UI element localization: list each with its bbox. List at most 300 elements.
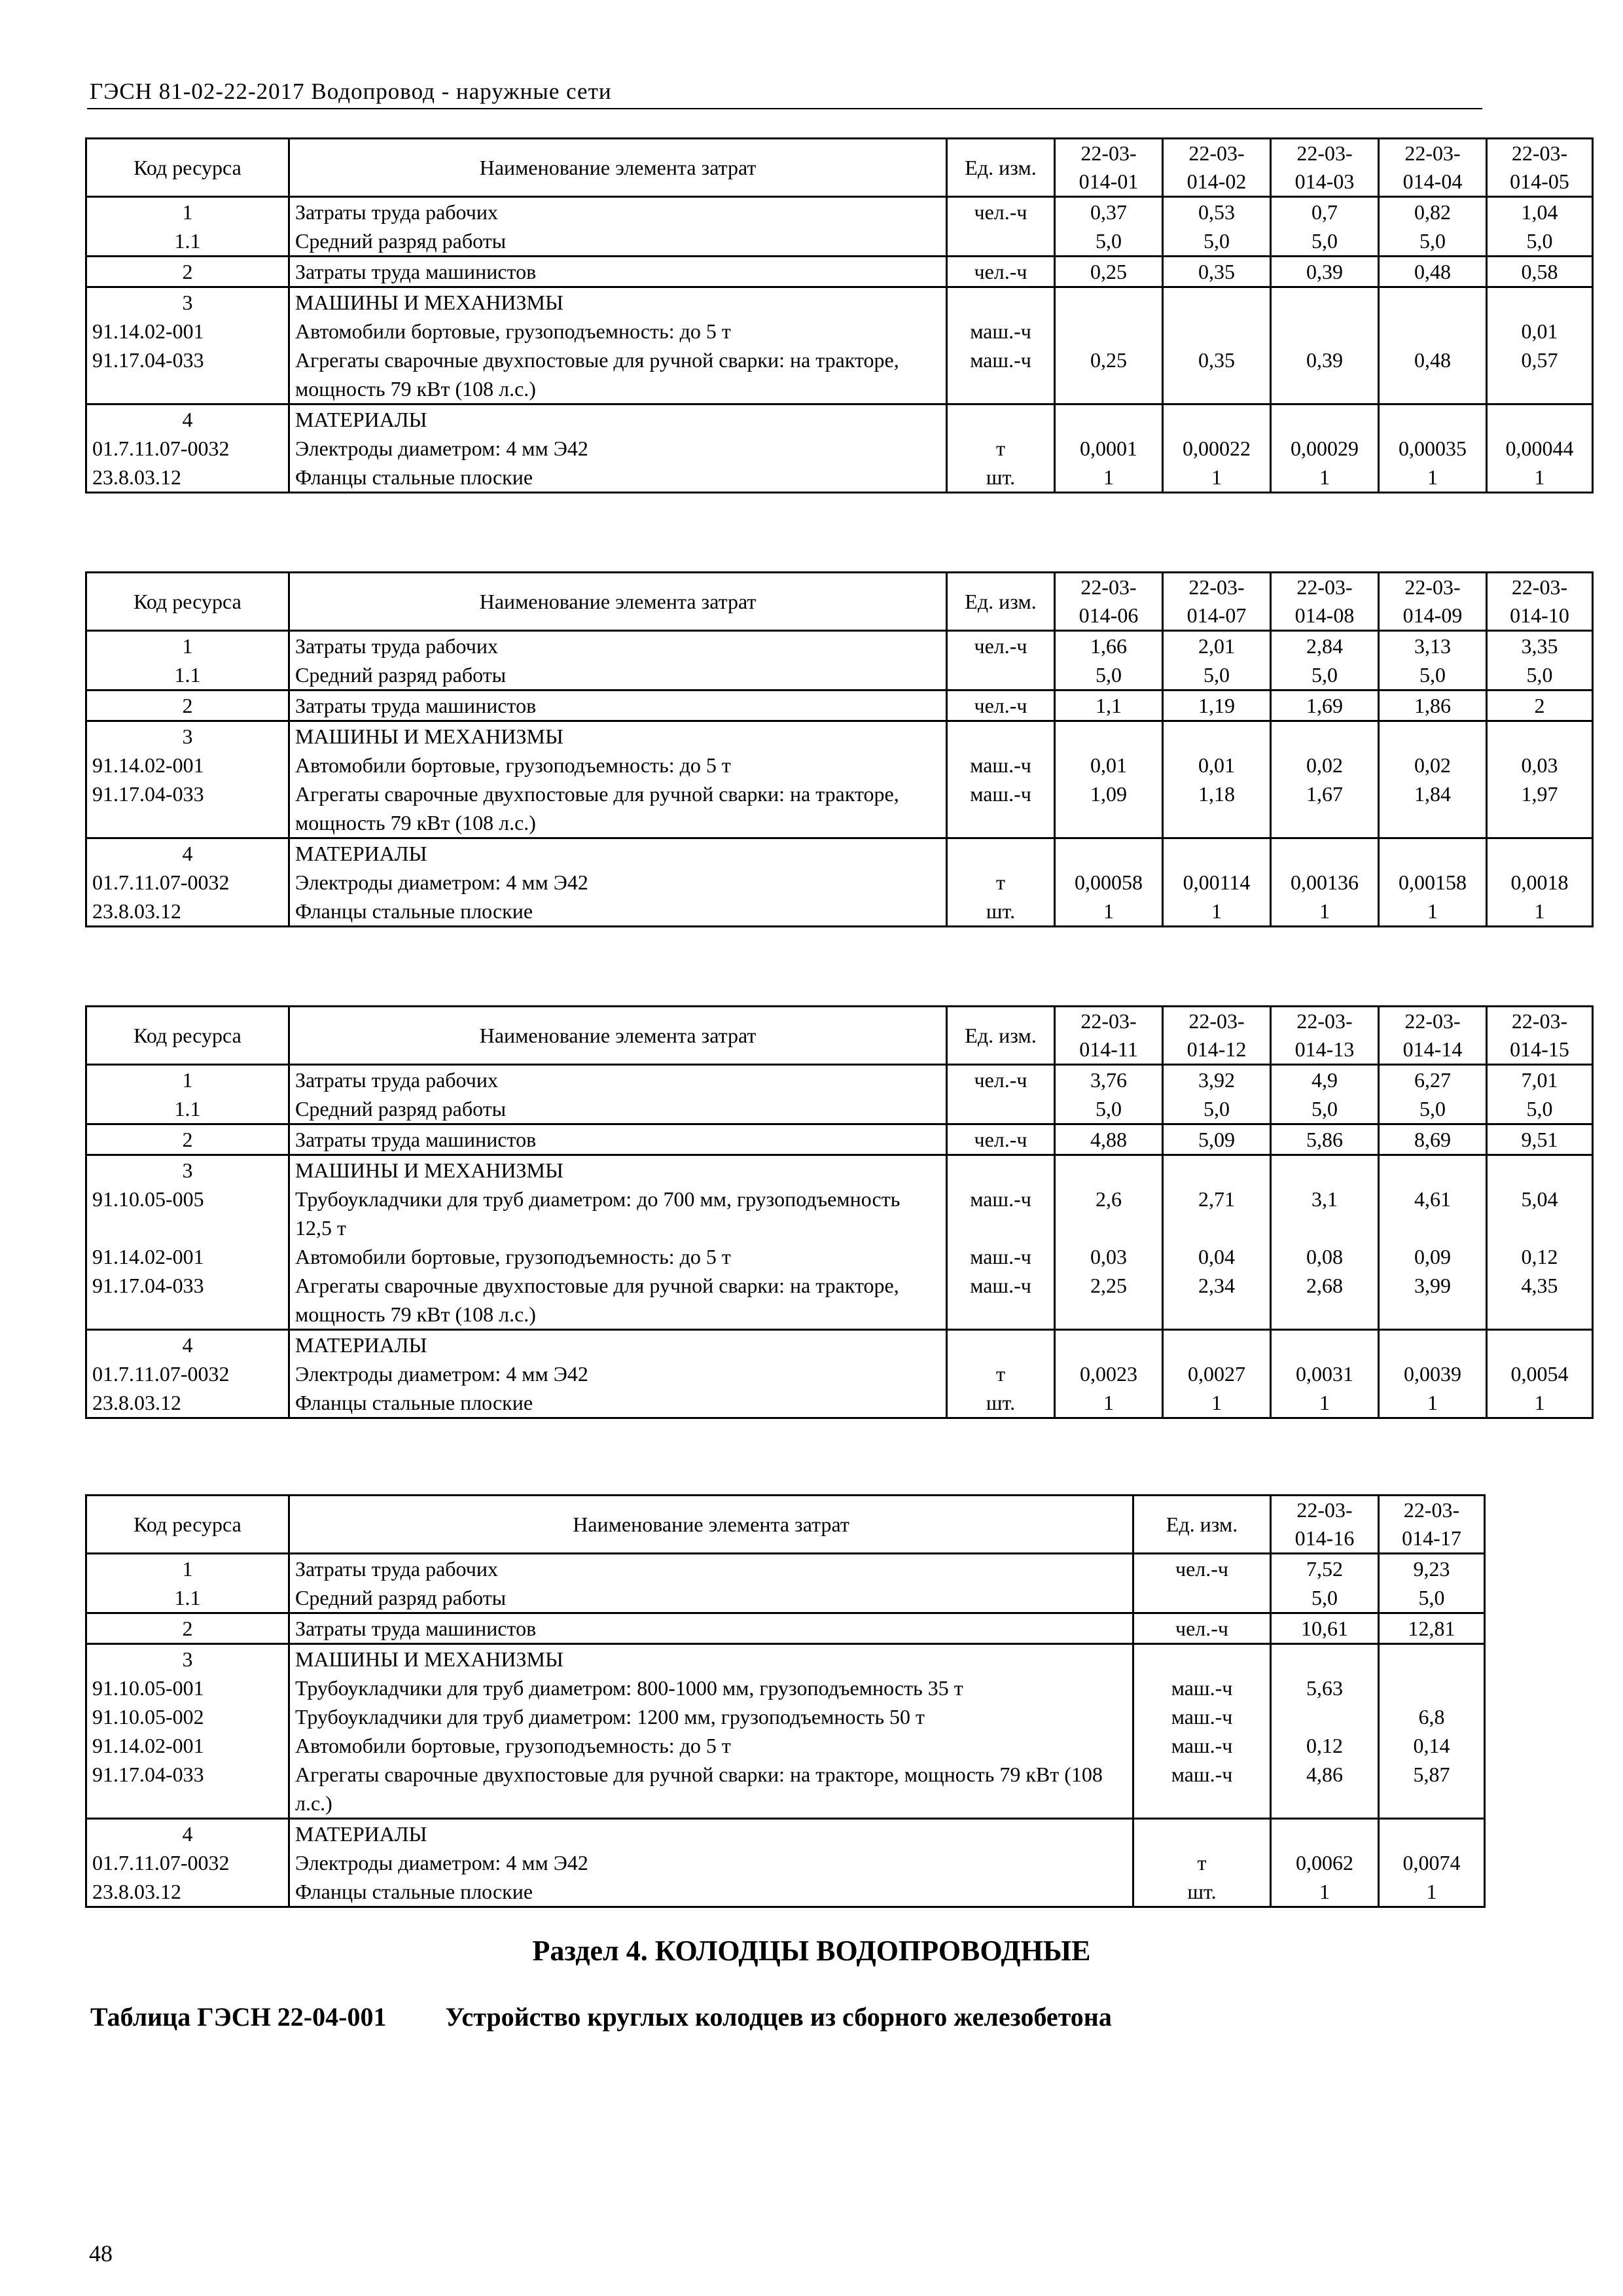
column-header-name: Наименование элемента затрат [289,1496,1133,1554]
resource-code-cell: 91.14.02-001 [86,1731,289,1760]
norm-code-line: 014-03 [1294,170,1355,193]
norm-code-line: 22-03- [1296,141,1353,165]
table-row [86,1731,1485,1760]
value-cell: 0,03 [1487,751,1593,780]
norm-code-line: 014-16 [1294,1526,1355,1550]
value-cell: 0,00044 [1487,434,1593,463]
resource-name-cell: МАШИНЫ И МЕХАНИЗМЫ [289,1155,947,1185]
unit-cell: чел.-ч [947,197,1055,227]
resource-name-cell: Фланцы стальные плоские [289,897,947,927]
resource-code-cell: 91.14.02-001 [86,751,289,780]
table-row [86,1271,1593,1330]
resource-code-cell: 2 [86,1124,289,1155]
value-cell: 5,86 [1271,1124,1379,1155]
value-cell: 1 [1055,1388,1163,1418]
norm-code-line: 22-03- [1080,575,1137,599]
norm-code-line: 22-03- [1511,141,1568,165]
table-caption-text: Устройство круглых колодцев из сборного железобетона [445,2002,1112,2032]
value-cell: 5,0 [1271,1094,1379,1124]
value-cell [1271,287,1379,317]
value-cell: 0,00158 [1379,868,1487,897]
value-cell: 0,01 [1055,751,1163,780]
resource-name-cell: Агрегаты сварочные двухпостовые для ручной сварки: на тракторе, мощность 79 кВт (108 л.с.) [289,780,947,838]
table-header-row [86,1496,1485,1554]
value-cell: 5,04 [1487,1185,1593,1242]
value-cell [1379,1155,1487,1185]
table-row [86,1155,1593,1185]
value-cell: 10,61 [1271,1613,1379,1644]
resource-name-cell: МАШИНЫ И МЕХАНИЗМЫ [289,287,947,317]
resource-name-cell: Затраты труда рабочих [289,1065,947,1095]
norm-code-line: 22-03- [1296,1009,1353,1033]
resource-code-cell: 1.1 [86,1583,289,1613]
resource-name-cell: Агрегаты сварочные двухпостовые для ручной сварки: на тракторе, мощность 79 кВт (108 л.с.) [289,1760,1133,1819]
value-cell [1379,1330,1487,1360]
value-cell: 0,09 [1379,1242,1487,1271]
unit-cell [947,660,1055,691]
resource-name-cell: Электроды диаметром: 4 мм Э42 [289,1359,947,1388]
resource-name-cell: МАТЕРИАЛЫ [289,838,947,869]
value-cell: 1 [1379,897,1487,927]
table-row [86,346,1593,404]
value-cell: 3,76 [1055,1065,1163,1095]
column-header-norm-code [1163,1007,1271,1065]
resource-name-cell: Средний разряд работы [289,1094,947,1124]
column-header-code: Код ресурса [86,1496,289,1554]
resource-code-cell: 91.10.05-001 [86,1674,289,1702]
table-row [86,1848,1485,1877]
unit-cell: маш.-ч [1133,1674,1271,1702]
value-cell: 1 [1487,897,1593,927]
resource-name-cell: Затраты труда машинистов [289,1124,947,1155]
value-cell: 0,00114 [1163,868,1271,897]
unit-cell [947,838,1055,869]
value-cell: 1,1 [1055,691,1163,721]
value-cell: 3,99 [1379,1271,1487,1330]
value-cell [1055,404,1163,435]
resource-name-cell: Автомобили бортовые, грузоподъемность: до 5 т [289,1731,1133,1760]
column-header-unit: Ед. изм. [947,573,1055,631]
resource-name-cell: Фланцы стальные плоские [289,1388,947,1418]
resource-code-cell: 2 [86,257,289,287]
value-cell: 1,86 [1379,691,1487,721]
value-cell: 6,27 [1379,1065,1487,1095]
column-header-norm-code [1379,139,1487,197]
value-cell: 0,53 [1163,197,1271,227]
table-caption-label: Таблица ГЭСН 22-04-001 [90,2002,387,2032]
unit-cell: шт. [947,897,1055,927]
value-cell: 5,87 [1379,1760,1485,1819]
table-row [86,226,1593,257]
value-cell: 0,08 [1271,1242,1379,1271]
value-cell [1379,838,1487,869]
norm-code-line: 014-04 [1402,170,1463,193]
norm-code-line: 014-17 [1402,1526,1461,1550]
value-cell: 1 [1271,463,1379,493]
resource-code-cell: 01.7.11.07-0032 [86,868,289,897]
norm-code-line: 22-03- [1403,1498,1460,1522]
column-header-norm-code [1379,573,1487,631]
value-cell: 0,25 [1055,346,1163,404]
table-row [86,1613,1485,1644]
value-cell: 1 [1163,463,1271,493]
value-cell: 1,19 [1163,691,1271,721]
value-cell: 1 [1271,1877,1379,1907]
value-cell: 5,0 [1271,660,1379,691]
norm-code-line: 014-10 [1510,603,1569,627]
resource-code-cell: 4 [86,1819,289,1849]
value-cell: 2 [1487,691,1593,721]
unit-cell: т [947,1359,1055,1388]
unit-cell: маш.-ч [1133,1760,1271,1819]
page-number: 48 [89,2240,113,2267]
value-cell [1487,287,1593,317]
column-header-norm-code [1379,1496,1485,1554]
table-row [86,1185,1593,1242]
unit-cell: шт. [947,463,1055,493]
value-cell: 0,0031 [1271,1359,1379,1388]
unit-cell: маш.-ч [947,317,1055,346]
value-cell [1271,1155,1379,1185]
value-cell: 0,0027 [1163,1359,1271,1388]
value-cell: 12,81 [1379,1613,1485,1644]
resource-code-cell: 01.7.11.07-0032 [86,1848,289,1877]
unit-cell: маш.-ч [1133,1702,1271,1731]
norm-code-line: 22-03- [1511,1009,1568,1033]
value-cell: 0,0023 [1055,1359,1163,1388]
value-cell [1055,1330,1163,1360]
value-cell: 0,01 [1487,317,1593,346]
norm-code-line: 22-03- [1404,575,1461,599]
unit-cell: маш.-ч [1133,1731,1271,1760]
value-cell [1163,287,1271,317]
resource-name-cell: Трубоукладчики для труб диаметром: до 700 мм, грузоподъемность 12,5 т [289,1185,947,1242]
value-cell: 2,01 [1163,631,1271,661]
value-cell: 1 [1487,463,1593,493]
norm-code-line: 014-05 [1510,170,1569,193]
unit-cell: т [947,434,1055,463]
value-cell: 5,0 [1271,226,1379,257]
resource-name-cell: Трубоукладчики для труб диаметром: 1200 мм, грузоподъемность 50 т [289,1702,1133,1731]
header-rule [87,108,1482,109]
resource-name-cell: Электроды диаметром: 4 мм Э42 [289,434,947,463]
value-cell: 0,39 [1271,257,1379,287]
table-row [86,691,1593,721]
column-header-name: Наименование элемента затрат [289,139,947,197]
resource-code-cell: 91.17.04-033 [86,1760,289,1819]
table-row [86,1819,1485,1849]
unit-cell [947,1155,1055,1185]
column-header-norm-code [1163,573,1271,631]
table-row [86,317,1593,346]
value-cell: 6,8 [1379,1702,1485,1731]
value-cell: 0,39 [1271,346,1379,404]
value-cell [1271,317,1379,346]
value-cell [1487,721,1593,751]
value-cell: 0,35 [1163,257,1271,287]
value-cell: 1,04 [1487,197,1593,227]
value-cell: 0,0062 [1271,1848,1379,1877]
value-cell: 8,69 [1379,1124,1487,1155]
value-cell: 0,02 [1271,751,1379,780]
value-cell [1163,838,1271,869]
column-header-norm-code [1163,139,1271,197]
value-cell: 4,88 [1055,1124,1163,1155]
resource-code-cell: 1.1 [86,226,289,257]
value-cell: 2,71 [1163,1185,1271,1242]
value-cell: 3,92 [1163,1065,1271,1095]
norm-code-line: 014-09 [1402,603,1463,627]
value-cell: 0,01 [1163,751,1271,780]
value-cell: 5,0 [1055,226,1163,257]
value-cell: 1,84 [1379,780,1487,838]
resource-code-cell: 4 [86,838,289,869]
unit-cell [947,287,1055,317]
table-row [86,1760,1485,1819]
value-cell: 2,68 [1271,1271,1379,1330]
value-cell: 1,09 [1055,780,1163,838]
value-cell: 5,0 [1271,1583,1379,1613]
value-cell: 0,0039 [1379,1359,1487,1388]
value-cell [1271,1330,1379,1360]
value-cell: 0,12 [1487,1242,1593,1271]
value-cell: 5,63 [1271,1674,1379,1702]
value-cell: 0,82 [1379,197,1487,227]
value-cell: 5,0 [1487,226,1593,257]
resource-code-cell: 2 [86,1613,289,1644]
resource-code-cell: 01.7.11.07-0032 [86,434,289,463]
table-row [86,1554,1485,1584]
value-cell: 4,86 [1271,1760,1379,1819]
value-cell: 1 [1379,463,1487,493]
column-header-norm-code [1487,573,1593,631]
resource-code-cell: 3 [86,721,289,751]
value-cell [1487,838,1593,869]
norm-code-line: 22-03- [1404,1009,1461,1033]
value-cell: 0,0074 [1379,1848,1485,1877]
value-cell: 5,0 [1055,1094,1163,1124]
unit-cell: чел.-ч [947,691,1055,721]
table-row [86,1674,1485,1702]
value-cell: 5,0 [1055,660,1163,691]
value-cell: 2,34 [1163,1271,1271,1330]
norm-code-line: 22-03- [1080,141,1137,165]
unit-cell [1133,1583,1271,1613]
value-cell: 1 [1271,897,1379,927]
table-row [86,1388,1593,1418]
norm-code-line: 22-03- [1188,1009,1245,1033]
value-cell: 1 [1163,1388,1271,1418]
resource-name-cell: Автомобили бортовые, грузоподъемность: до 5 т [289,751,947,780]
unit-cell: маш.-ч [947,780,1055,838]
value-cell: 0,02 [1379,751,1487,780]
resource-code-cell: 91.10.05-005 [86,1185,289,1242]
value-cell: 0,37 [1055,197,1163,227]
unit-cell: шт. [1133,1877,1271,1907]
value-cell [1055,317,1163,346]
norm-code-line: 014-14 [1402,1037,1463,1061]
resource-code-cell: 91.17.04-033 [86,780,289,838]
column-header-norm-code [1055,1007,1163,1065]
value-cell: 0,00022 [1163,434,1271,463]
column-header-code: Код ресурса [86,139,289,197]
value-cell: 1,69 [1271,691,1379,721]
resource-code-cell: 1 [86,1554,289,1584]
resource-code-cell: 1 [86,631,289,661]
value-cell: 0,00058 [1055,868,1163,897]
table-row [86,1877,1485,1907]
resource-code-cell: 3 [86,1155,289,1185]
resource-name-cell: Фланцы стальные плоские [289,1877,1133,1907]
value-cell [1163,317,1271,346]
norm-code-line: 014-01 [1079,170,1139,193]
value-cell: 9,23 [1379,1554,1485,1584]
value-cell: 5,0 [1379,1094,1487,1124]
resource-code-cell: 23.8.03.12 [86,897,289,927]
resource-code-cell: 4 [86,404,289,435]
value-cell: 4,35 [1487,1271,1593,1330]
value-cell: 1 [1487,1388,1593,1418]
resource-name-cell: Затраты труда рабочих [289,631,947,661]
resource-code-cell: 3 [86,287,289,317]
column-header-norm-code [1487,139,1593,197]
value-cell: 2,84 [1271,631,1379,661]
resource-table [85,137,1594,493]
value-cell: 0,00029 [1271,434,1379,463]
value-cell: 1 [1055,463,1163,493]
value-cell: 1,18 [1163,780,1271,838]
value-cell: 1 [1163,897,1271,927]
norm-code-line: 014-02 [1186,170,1247,193]
resource-code-cell: 01.7.11.07-0032 [86,1359,289,1388]
resource-name-cell: Затраты труда рабочих [289,197,947,227]
value-cell [1379,317,1487,346]
column-header-norm-code [1271,1496,1379,1554]
value-cell [1055,838,1163,869]
resource-code-cell: 4 [86,1330,289,1360]
table-row [86,257,1593,287]
running-header: ГЭСН 81-02-22-2017 Водопровод - наружные сети [90,79,612,104]
value-cell: 7,52 [1271,1554,1379,1584]
table-row [86,631,1593,661]
table-row [86,1644,1485,1674]
value-cell [1163,721,1271,751]
resource-code-cell: 91.17.04-033 [86,1271,289,1330]
resource-code-cell: 2 [86,691,289,721]
table-row [86,463,1593,493]
value-cell [1163,404,1271,435]
unit-cell: маш.-ч [947,1242,1055,1271]
unit-cell: чел.-ч [1133,1554,1271,1584]
table-row [86,897,1593,927]
resource-code-cell: 91.14.02-001 [86,317,289,346]
resource-code-cell: 1.1 [86,660,289,691]
value-cell: 5,0 [1163,1094,1271,1124]
unit-cell [947,404,1055,435]
value-cell: 1 [1055,897,1163,927]
table-header-row [86,139,1593,197]
resource-table [85,1005,1594,1419]
column-header-norm-code [1271,1007,1379,1065]
column-header-name: Наименование элемента затрат [289,1007,947,1065]
value-cell: 5,0 [1487,660,1593,691]
value-cell [1163,1330,1271,1360]
value-cell: 3,35 [1487,631,1593,661]
value-cell [1379,1674,1485,1702]
norm-code-line: 014-13 [1294,1037,1355,1061]
value-cell [1055,721,1163,751]
table-row [86,197,1593,227]
column-header-unit: Ед. изм. [947,139,1055,197]
table-row [86,434,1593,463]
table-row [86,1583,1485,1613]
value-cell [1487,1155,1593,1185]
unit-cell: шт. [947,1388,1055,1418]
resource-code-cell: 1.1 [86,1094,289,1124]
unit-cell [947,1094,1055,1124]
table-row [86,1124,1593,1155]
value-cell: 0,0018 [1487,868,1593,897]
value-cell: 5,0 [1163,660,1271,691]
resource-name-cell: МАТЕРИАЛЫ [289,1330,947,1360]
unit-cell: чел.-ч [947,1124,1055,1155]
value-cell: 7,01 [1487,1065,1593,1095]
value-cell [1379,1644,1485,1674]
table-row [86,1359,1593,1388]
resource-name-cell: МАШИНЫ И МЕХАНИЗМЫ [289,1644,1133,1674]
column-header-norm-code [1487,1007,1593,1065]
value-cell [1163,1155,1271,1185]
value-cell: 0,7 [1271,197,1379,227]
table-header-row [86,573,1593,631]
norm-code-line: 22-03- [1511,575,1568,599]
resource-code-cell: 91.10.05-002 [86,1702,289,1731]
value-cell [1055,287,1163,317]
unit-cell: чел.-ч [947,257,1055,287]
resource-table [85,1494,1486,1908]
resource-code-cell: 3 [86,1644,289,1674]
table-row [86,780,1593,838]
norm-code-line: 014-11 [1079,1037,1138,1061]
resource-name-cell: Затраты труда машинистов [289,257,947,287]
value-cell [1055,1155,1163,1185]
norm-code-line: 014-15 [1510,1037,1569,1061]
value-cell: 5,09 [1163,1124,1271,1155]
table-caption [90,2001,1112,2032]
value-cell: 5,0 [1163,226,1271,257]
resource-code-cell: 23.8.03.12 [86,1877,289,1907]
value-cell: 0,48 [1379,257,1487,287]
value-cell: 0,03 [1055,1242,1163,1271]
resource-name-cell: Трубоукладчики для труб диаметром: 800-1000 мм, грузоподъемность 35 т [289,1674,1133,1702]
table-row [86,838,1593,869]
unit-cell: маш.-ч [947,1185,1055,1242]
unit-cell: чел.-ч [947,1065,1055,1095]
value-cell: 0,48 [1379,346,1487,404]
value-cell [1379,404,1487,435]
value-cell: 2,6 [1055,1185,1163,1242]
resource-code-cell: 91.14.02-001 [86,1242,289,1271]
table-row [86,1065,1593,1095]
value-cell [1271,721,1379,751]
resource-name-cell: МАТЕРИАЛЫ [289,404,947,435]
value-cell [1271,838,1379,869]
value-cell [1379,721,1487,751]
resource-code-cell: 1 [86,1065,289,1095]
norm-code-line: 014-07 [1186,603,1247,627]
value-cell: 0,00035 [1379,434,1487,463]
value-cell [1271,1819,1379,1849]
